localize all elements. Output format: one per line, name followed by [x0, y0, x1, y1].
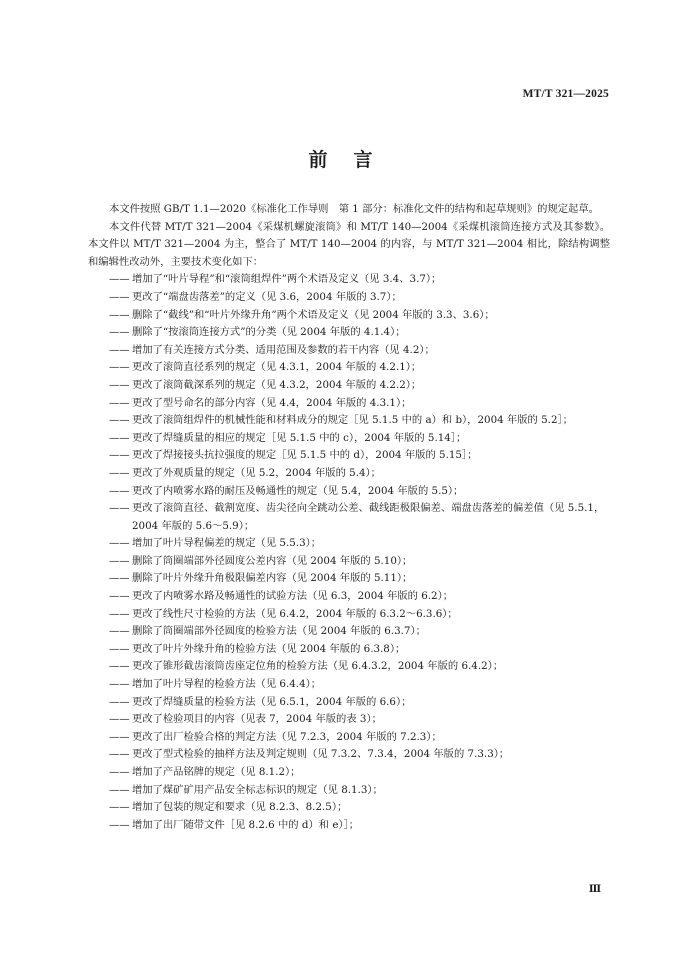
- dash-marker: ——: [109, 607, 130, 620]
- dash-marker: ——: [109, 572, 130, 585]
- foreword-body: [88, 201, 610, 834]
- dash-marker: ——: [109, 273, 130, 286]
- change-item: [88, 746, 610, 764]
- change-text: 增加了“叶片导程”和“滚筒组焊件”两个术语及定义（见 3.4、3.7）；: [132, 273, 442, 286]
- change-item: [88, 395, 610, 413]
- change-item: [88, 676, 610, 694]
- change-text: 更改了出厂检验合格的判定方法（见 7.2.3，2004 年版的 7.2.3）；: [132, 730, 442, 743]
- change-text: 增加了煤矿矿用产品安全标志标识的规定（见 8.1.3）；: [132, 783, 383, 796]
- change-item: [88, 623, 610, 641]
- change-item: [88, 606, 610, 624]
- technical-changes-list: [88, 271, 610, 834]
- change-text: 增加了产品铭牌的规定（见 8.1.2）；: [132, 766, 301, 778]
- change-item: [88, 447, 610, 465]
- change-text: 增加了出厂随带文件［见 8.2.6 中的 d）和 e）］；: [132, 818, 360, 831]
- paragraph: 本文件代替 MT/T 321—2004《采煤机螺旋滚筒》和 MT/T 140—2004《采煤机滚筒连接方式及其参数》。本文件以 MT/T 321—2004 为主，整合了 MT/T 140—2004 的内容，与 MT/T 321—2004 相比，除结构调整和编辑性改动外，主要技术变化如下：: [88, 220, 610, 268]
- dash-marker: ——: [109, 660, 130, 673]
- dash-marker: ——: [109, 748, 130, 761]
- dash-marker: ——: [109, 783, 130, 796]
- dash-marker: ——: [109, 290, 130, 303]
- change-item: [88, 799, 610, 817]
- change-text: 更改了焊缝质量的检验方法（见 6.5.1，2004 年版的 6.6）；: [132, 695, 412, 708]
- dash-marker: ——: [109, 801, 130, 814]
- change-text: 增加了有关连接方式分类、适用范围及参数的若干内容（见 4.2）；: [132, 343, 435, 356]
- dash-marker: ——: [109, 502, 130, 515]
- dash-marker: ——: [109, 818, 130, 831]
- change-item: [88, 553, 610, 571]
- change-text: 增加了包装的规定和要求（见 8.2.3、8.2.5）；: [132, 801, 348, 814]
- change-item: [88, 658, 610, 676]
- change-text: 更改了外观质量的规定（见 5.2，2004 年版的 5.4）；: [132, 466, 381, 479]
- dash-marker: ——: [109, 396, 130, 409]
- change-text: 更改了叶片外缘升角的检验方法（见 2004 年版的 6.3.8）；: [132, 642, 406, 655]
- change-item: [88, 782, 610, 800]
- dash-marker: ——: [109, 449, 130, 462]
- change-text: 增加了叶片导程偏差的规定（见 5.5.3）；: [132, 537, 322, 550]
- page-title: 前言: [308, 149, 399, 171]
- change-item: [88, 412, 610, 430]
- dash-marker: ——: [109, 431, 130, 444]
- change-item: [88, 289, 610, 307]
- change-text: 更改了型号命名的部分内容（见 4.4，2004 年版的 4.3.1）；: [132, 396, 412, 409]
- change-item: [88, 271, 610, 289]
- change-text: 更改了内喷雾水路及畅通性的试验方法（见 6.3，2004 年版的 6.2）；: [132, 590, 454, 603]
- change-item: [88, 324, 610, 342]
- change-text: 更改了焊缝质量的相应的规定［见 5.1.5 中的 c），2004 年版的 5.14］；: [132, 431, 467, 444]
- change-text: 更改了焊接接头抗拉强度的规定［见 5.1.5 中的 d），2004 年版的 5.15］；: [132, 449, 478, 462]
- change-text: 更改了锥形截齿滚筒齿座定位角的检验方法（见 6.4.3.2，2004 年版的 6.4.2）；: [132, 660, 504, 673]
- change-item: [88, 430, 610, 448]
- dash-marker: ——: [109, 766, 130, 778]
- dash-marker: ——: [109, 554, 130, 567]
- change-item: [88, 570, 610, 588]
- change-text: 删除了“按滚筒连接方式”的分类（见 2004 年版的 4.1.4）；: [132, 326, 406, 339]
- change-item: [88, 377, 610, 395]
- change-text: 更改了滚筒截深系列的规定（见 4.3.2，2004 年版的 4.2.2）；: [132, 378, 422, 391]
- change-item: [88, 641, 610, 659]
- change-item: [88, 764, 610, 782]
- dash-marker: ——: [109, 361, 130, 374]
- dash-marker: ——: [109, 343, 130, 356]
- change-text: 删除了叶片外缘升角极限偏差内容（见 2004 年版的 5.11）；: [132, 572, 413, 585]
- change-text: 删除了筒圈端部外径圆度公差内容（见 2004 年版的 5.10）；: [132, 554, 413, 567]
- paragraph: 本文件按照 GB/T 1.1—2020《标准化工作导则 第 1 部分：标准化文件的结构和起草规则》的规定起草。: [109, 203, 599, 215]
- dash-marker: ——: [109, 590, 130, 603]
- change-item: [88, 535, 610, 553]
- change-text: 更改了滚筒直径系列的规定（见 4.3.1，2004 年版的 4.2.1）；: [132, 361, 422, 374]
- dash-marker: ——: [109, 414, 130, 427]
- dash-marker: ——: [109, 466, 130, 479]
- dash-marker: ——: [109, 695, 130, 708]
- change-text: 更改了型式检验的抽样方法及判定规则（见 7.3.2、7.3.4，2004 年版的 7.3.3）；: [132, 748, 510, 761]
- change-text: 删除了“截线”和“叶片外缘升角”两个术语及定义（见 2004 年版的 3.3、3.6）；: [132, 308, 495, 321]
- dash-marker: ——: [109, 326, 130, 339]
- dash-marker: ——: [109, 484, 130, 497]
- change-item: [88, 500, 610, 535]
- change-text: 更改了线性尺寸检验的方法（见 6.4.2，2004 年版的 6.3.2～6.3.6）；: [132, 607, 458, 620]
- dash-marker: ——: [109, 378, 130, 391]
- change-item: [88, 817, 610, 835]
- change-item: [88, 588, 610, 606]
- change-item: [88, 359, 610, 377]
- change-item: [88, 694, 610, 712]
- dash-marker: ——: [109, 642, 130, 655]
- change-item: [88, 729, 610, 747]
- dash-marker: ——: [109, 625, 130, 638]
- change-text: 增加了叶片导程的检验方法（见 6.4.4）；: [132, 678, 322, 691]
- change-item: [88, 711, 610, 729]
- page-number: Ⅲ: [588, 884, 601, 895]
- dash-marker: ——: [109, 308, 130, 321]
- change-text: 更改了检验项目的内容（见表 7，2004 年版的表 3）；: [132, 713, 382, 726]
- change-text: 更改了内喷雾水路的耐压及畅通性的规定（见 5.4，2004 年版的 5.5）；: [132, 484, 464, 497]
- change-text: 更改了滚筒直径、截割宽度、齿尖径向全跳动公差、截线距极限偏差、端盘齿落差的偏差值（见 5.5.1，2004 年版的 5.6～5.9）；: [132, 502, 605, 532]
- change-item: [88, 483, 610, 501]
- dash-marker: ——: [109, 730, 130, 743]
- standard-number: MT/T 321—2025: [522, 88, 609, 100]
- change-item: [88, 342, 610, 360]
- change-text: 删除了筒圈端部外径圆度的检验方法（见 2004 年版的 6.3.7）；: [132, 625, 426, 638]
- change-item: [88, 465, 610, 483]
- dash-marker: ——: [109, 537, 130, 550]
- change-text: 更改了“端盘齿落差”的定义（见 3.6，2004 年版的 3.7）；: [132, 290, 402, 303]
- change-text: 更改了滚筒组焊件的机械性能和材料成分的规定［见 5.1.5 中的 a）和 b），2004 年版的 5.2］；: [132, 414, 573, 427]
- dash-marker: ——: [109, 678, 130, 691]
- change-item: [88, 307, 610, 325]
- dash-marker: ——: [109, 713, 130, 726]
